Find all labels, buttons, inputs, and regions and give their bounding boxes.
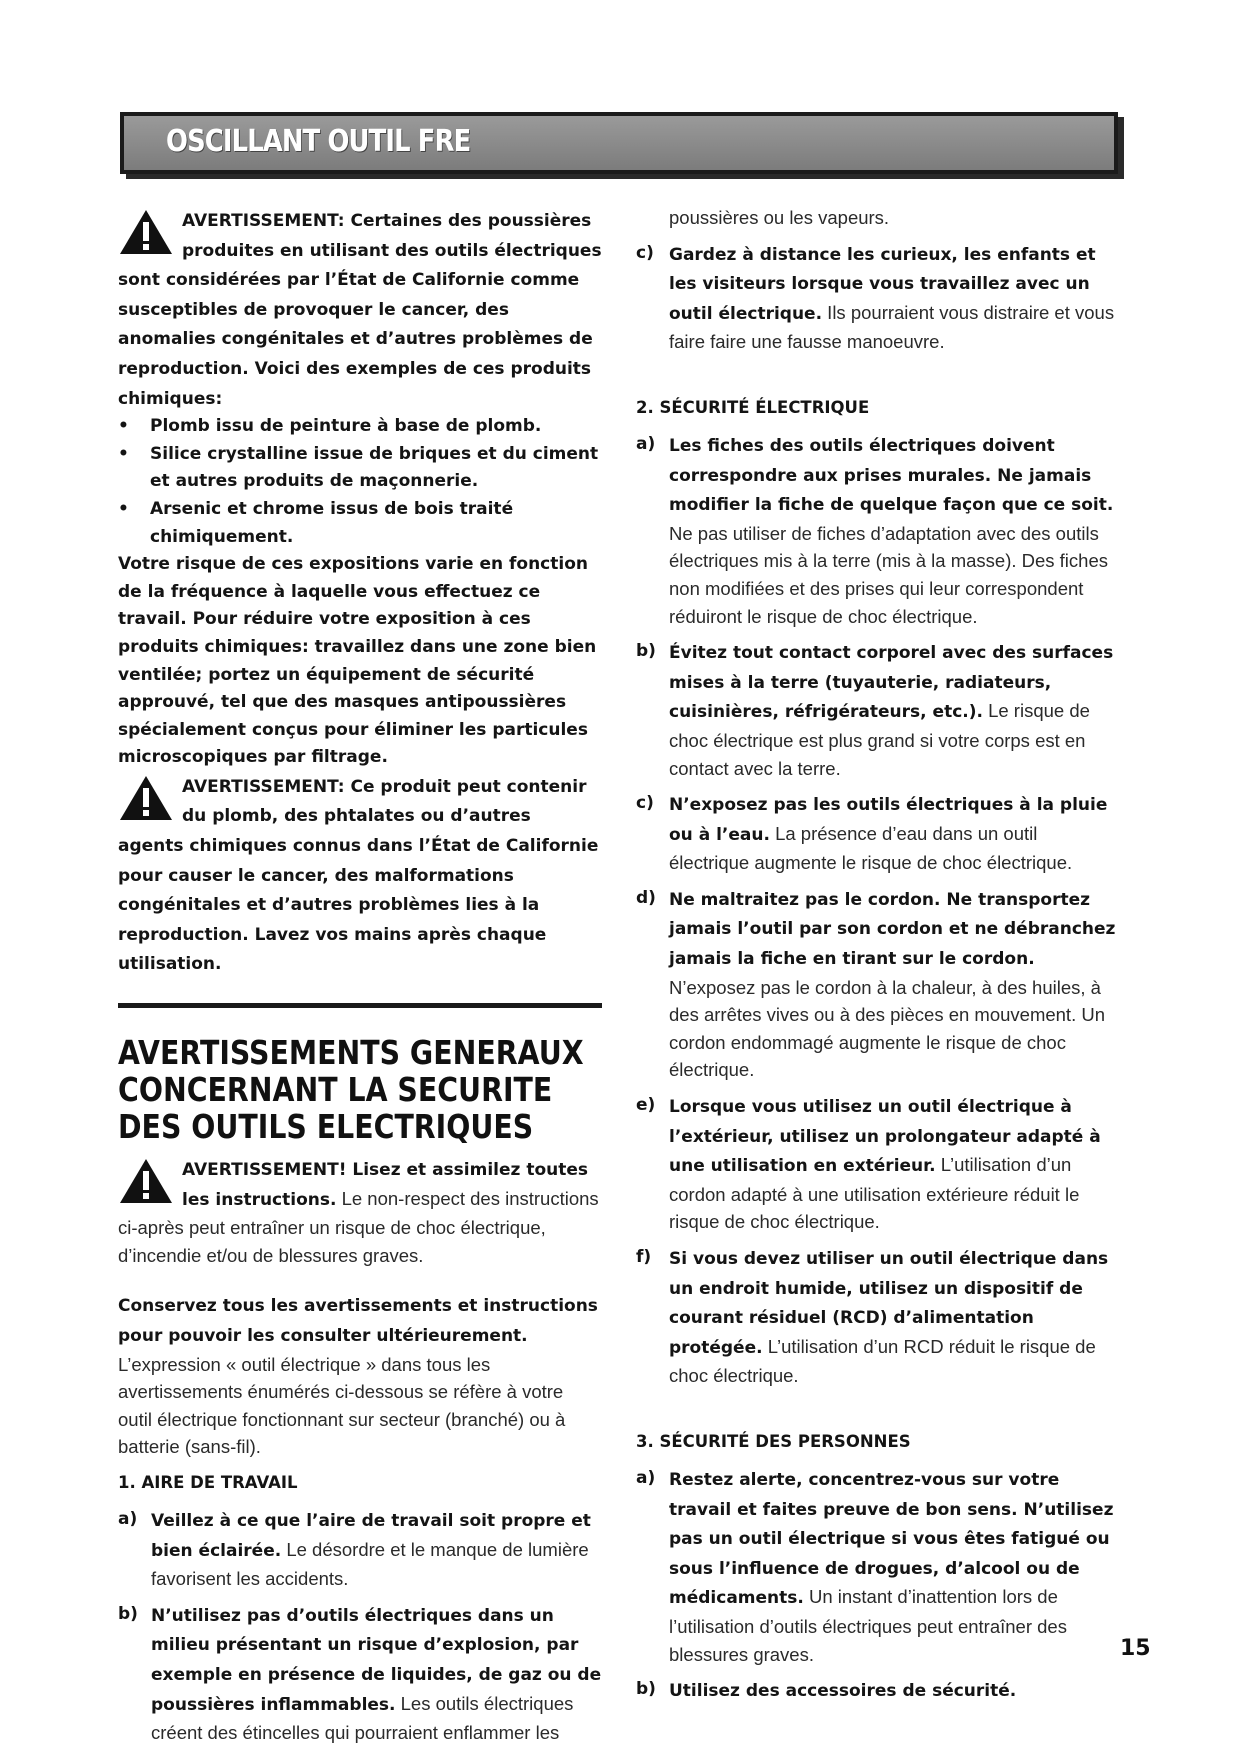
list-item: a) Veillez à ce que l’aire de travail soit propre et bien éclairée. Le désordre et le manque de lumière favorisent les accidents. <box>118 1508 591 1590</box>
page-title: OSCILLANT OUTIL FRE <box>166 124 471 159</box>
warning-block-2: AVERTISSEMENT: Ce produit peut contenir du plomb, des phtalates ou d’autres agents chimiques connus dans l’État de Californie pour causer le cancer, des malformations congénitales et d’autres problèmes lies à la reproduction. Lavez vos mains après chaque utilisation. <box>118 772 602 979</box>
list-item: d) Ne maltraitez pas le cordon. Ne transportez jamais l’outil par son cordon et ne débranchez jamais la fiche en tirant sur le cordon. N’exposez pas le cordon à la chaleur, à des huiles, à des arrêtes vives ou à des pièces en mouvement. Un cordon endommagé augmente le risque de choc électrique. <box>636 887 1116 1081</box>
bullet-item: • Plomb issu de peinture à base de plomb. <box>118 416 542 437</box>
warning-text: AVERTISSEMENT: Certaines des poussières produites en utilisant des outils électriques sont considérées par l’État de Californie comme susceptibles de provoquer le cancer, des anomalies congénitales et d’autres problèmes de reproduction. Voici des exemples de ces produits chimiques: <box>118 211 602 409</box>
list-item: c) Gardez à distance les curieux, les enfants et les visiteurs lorsque vous travaillez avec un outil électrique. Ils pourraient vous distraire et vous faire faire une fausse manoeuvre. <box>636 242 1115 353</box>
list-item: c) N’exposez pas les outils électriques à la pluie ou à l’eau. La présence d’eau dans un outil électrique augmente le risque de choc électrique. <box>636 793 1108 874</box>
bullet-item: • Silice crystalline issue de briques et du ciment et autres produits de maçonnerie. <box>118 443 599 492</box>
header-banner <box>120 112 1118 174</box>
list-item: a) Les fiches des outils électriques doivent correspondre aux prises murales. Ne jamais modifier la fiche de quelque façon que ce soit. Ne pas utiliser de fiches d’adaptation avec des outils électriques mis à la terre (mis à la masse). Des fiches non modifiées et des prises qui leur correspondent réduiront le risque de choc électrique. <box>636 433 1114 627</box>
list-item: e) Lorsque vous utilisez un outil électrique à l’extérieur, utilisez un prolongateur adapté à une utilisation en extérieur. L’utilisation d’un cordon adapté à une utilisation extérieure réduit le risque de choc électrique. <box>636 1095 1101 1233</box>
left-column <box>118 206 602 1755</box>
section-title-work-area: 1. AIRE DE TRAVAIL <box>118 1472 298 1492</box>
page-number: 15 <box>1120 1636 1151 1661</box>
section-title-personal: 3. SÉCURITÉ DES PERSONNES <box>636 1431 911 1451</box>
list-item: b) N’utilisez pas d’outils électriques dans un milieu présentant un risque d’explosion, par exemple en présence de liquides, de gaz ou de poussières inflammables. Les outils électriques créent des étincelles qui pourraient enflammer les <box>118 1603 602 1744</box>
exposure-paragraph: Votre risque de ces expositions varie en fonction de la fréquence à laquelle vous effectuez ce travail. Pour réduire votre exposition à ces produits chimiques: travaillez dans une zone bien ventilée; portez un équipement de sécurité approuvé, tel que des masques antipoussières spécialement conçus pour éliminer les particules microscopiques par filtrage. <box>118 554 597 768</box>
list-item: a) Restez alerte, concentrez-vous sur votre travail et faites preuve de bon sens. N’utilisez pas un outil électrique si vous êtes fatigué ou sous l’influence de drogues, d’alcool ou de médicaments. Un instant d’inattention lors de l’utilisation d’outils électriques peut entraîner des blessures graves. <box>636 1467 1114 1665</box>
section-title-electrical: 2. SÉCURITÉ ÉLECTRIQUE <box>636 397 870 417</box>
section-heading: AVERTISSEMENTS GENERAUX CONCERNANT LA SECURITE DES OUTILS ELECTRIQUES <box>118 1033 584 1147</box>
right-column <box>636 204 1120 1714</box>
warning-block-1 <box>118 206 602 413</box>
list-item: b) Utilisez des accessoires de sécurité. <box>636 1679 1017 1702</box>
warning-block-3: AVERTISSEMENT! Lisez et assimilez toutes les instructions. Le non-respect des instructions ci-après peut entraîner un risque de choc électrique, d’incendie et/ou de blessures graves. <box>118 1155 602 1269</box>
warning-triangle-icon <box>118 774 174 822</box>
warning-triangle-icon <box>118 1157 174 1205</box>
continued-text: poussières ou les vapeurs. <box>669 207 890 228</box>
warning-triangle-icon <box>118 208 174 256</box>
bullet-item: • Arsenic et chrome issus de bois traité chimiquement. <box>118 498 514 547</box>
list-item: f) Si vous devez utiliser un outil électrique dans un endroit humide, utilisez un dispositif de courant résiduel (RCD) d’alimentation protégée. L’utilisation d’un RCD réduit le risque de choc électrique. <box>636 1247 1109 1387</box>
list-item: b) Évitez tout contact corporel avec des surfaces mises à la terre (tuyauterie, radiateurs, cuisinières, réfrigérateurs, etc.). Le risque de choc électrique est plus grand si votre corps est en contact avec la terre. <box>636 641 1114 779</box>
keep-instructions: Conservez tous les avertissements et instructions pour pouvoir les consulter ultérieurement. L’expression « outil électrique » dans tous les avertissements énumérés ci-dessous se réfère à votre outil électrique fonctionnant sur secteur (branché) ou à batterie (sans-fil). <box>118 1296 598 1458</box>
divider <box>118 1003 602 1008</box>
